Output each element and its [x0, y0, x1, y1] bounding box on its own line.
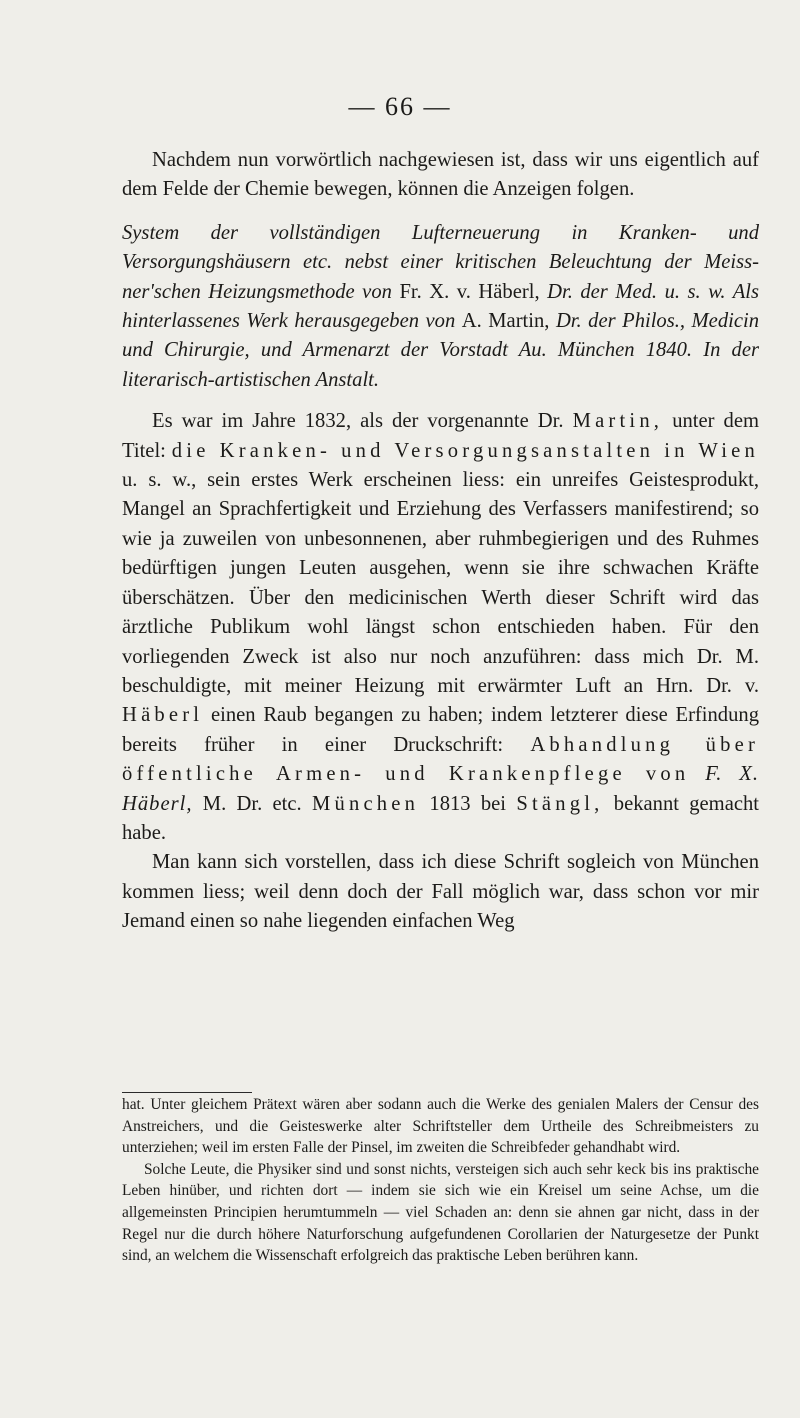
place-muenchen: München [311, 792, 420, 815]
paragraph-main [122, 407, 759, 848]
paragraph-closing: Man kann sich vorstellen, dass ich diese Schrift sogleich von München kommen liess; weil denn doch der Fall möglich war, dass schon vor mir Jemand einen so nahe liegenden einfachen Weg [122, 851, 759, 933]
footnote-divider [122, 1092, 252, 1093]
citation-part: System der vollständigen Lufterneuerung in Kranken- und Versorgungshäusern etc. nebst einer kritischen Beleuchtung der Meiss-ner'schen Heizungsmethode von [122, 221, 759, 303]
text-run: Es war im Jahre 1832, als der vorgenannte Dr. [152, 410, 573, 433]
book-citation [122, 219, 759, 395]
work-author: F. X. Häberl, [122, 763, 759, 815]
text-run: 1813 bei [419, 792, 517, 815]
text-run: unter dem Titel: [122, 410, 759, 462]
citation-editor: A. Martin, [461, 310, 550, 333]
citation-part: Dr. der Philos., Medicin und Chirurgie, und Armenarzt der Vorstadt Au. München 1840. In der literarisch-artistischen Anstalt. [122, 310, 759, 391]
text-run: u. s. w., sein erstes Werk erscheinen liess: ein unreifes Geistesprodukt, Mangel an Sprachfertigkeit und Erziehung des Verfassers manifestirend; so wie ja zuweilen von unbesonnenen, aber ruhmbegierigen und des Ruhmes bedürftigen jungen Leuten ausgehen, wenn sie ihre schwachen Kräfte überschätzen. Über den medicinischen Werth dieser Schrift wird das ärztliche Publikum wohl längst schon entschieden haben. Für den vorliegenden Zweck ist also nur noch anzuführen: dass mich Dr. M. beschuldigte, mit meiner Heizung mit erwärmter Luft an Hrn. Dr. v. [122, 469, 759, 697]
paragraph-intro: Nachdem nun vorwörtlich nachgewiesen ist, dass wir uns eigentlich auf dem Felde der Chemie bewegen, können die Anzeigen folgen. [122, 149, 759, 201]
text-run: bekannt gemacht habe. [122, 792, 759, 844]
work-title-1: die Kranken- und Versorgungsanstalten in Wien [171, 439, 759, 462]
footnote-paragraph-2: Solche Leute, die Physiker sind und sonst nichts, versteigen sich auch sehr keck bis ins praktische Leben hinüber, und richten dort — indem sie sich wie ein Kreisel um seine Achse, um die allgemeinsten Principien herumtummeln — viel Schaden an: denn sie ahnen gar nicht, dass in der Regel nur die durch höhere Naturforschung aufgefundenen Corollarien der Naturgesetze der Punkt sind, an welchem die Wissenschaft erfolgreich das praktische Leben berühren kann. [122, 1160, 759, 1265]
name-haeberl: Häberl [122, 704, 204, 727]
text-run [689, 763, 705, 785]
footnote [122, 1094, 759, 1267]
work-title-2: Abhandlung über öffentliche Armen- und Krankenpflege von [122, 733, 759, 786]
page-number: — 66 — [348, 92, 452, 121]
text-run: einen Raub begangen zu haben; indem letzterer diese Erfindung bereits früher in einer Druckschrift: [122, 704, 759, 756]
main-text [122, 146, 759, 937]
citation-part: Dr. der Med. u. s. w. Als hinterlassenes Werk herausgegeben von [122, 280, 760, 333]
text-run: M. Dr. etc. [192, 792, 312, 815]
name-staengl: Stängl, [516, 792, 604, 815]
footnote-paragraph-1: hat. Unter gleichem Prätext wären aber sodann auch die Werke des genialen Malers der Censur des Anstreichers, und die Geisteswerke alter Schriftsteller dem Urtheile des Schreibmeisters zu unterziehen; weil im ersten Falle der Pinsel, im zweiten die Schreibfeder gehandhabt wird. [122, 1096, 759, 1157]
citation-author: Fr. X. v. Häberl, [399, 280, 540, 303]
name-martin: Martin, [572, 410, 664, 433]
